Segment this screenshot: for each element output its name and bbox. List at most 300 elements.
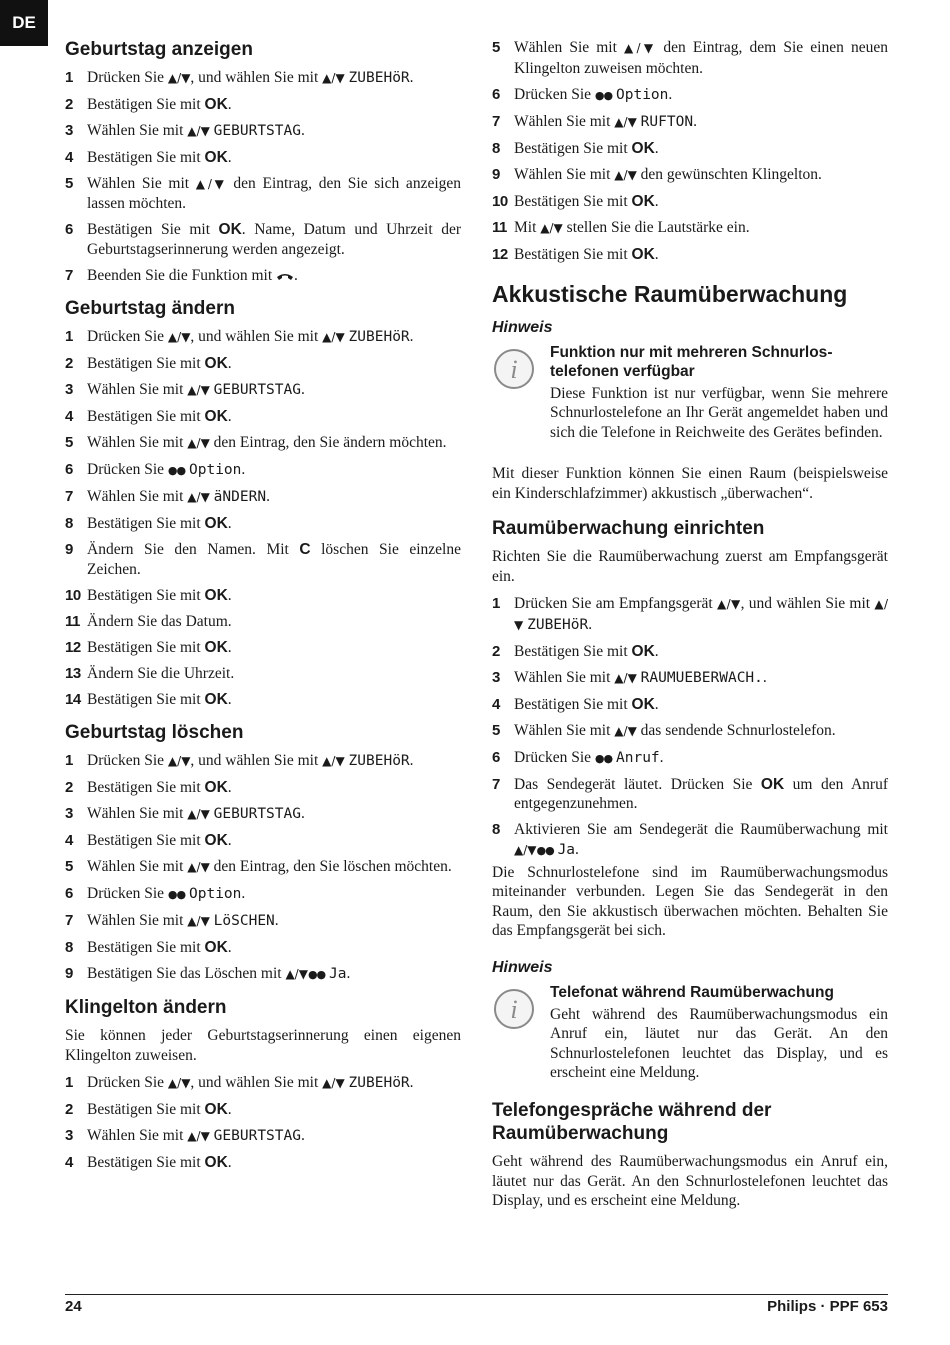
step-text-part: Bestätigen Sie das Löschen mit	[87, 964, 286, 982]
nav-arrows-icon: ▲/▼	[514, 842, 537, 857]
note-mehrere-schnurlostelefone	[492, 343, 888, 443]
step-text-part: .	[409, 328, 414, 345]
step-number: 7	[65, 911, 74, 929]
step-item	[492, 820, 888, 860]
step-text-part: Bestätigen Sie mit	[87, 221, 219, 239]
key-label: OK	[204, 95, 228, 113]
key-label: OK	[204, 408, 228, 425]
step-number: 7	[65, 266, 74, 284]
step-number: 1	[65, 328, 74, 345]
step-item	[65, 354, 461, 374]
step-item	[492, 594, 888, 635]
step-text-part: .	[266, 488, 270, 505]
step-text	[87, 174, 461, 214]
key-label: OK	[204, 831, 228, 849]
step-text-part: Wählen Sie mit	[87, 381, 188, 398]
step-text-part: Bestätigen Sie mit	[87, 148, 205, 166]
step-text	[87, 964, 461, 985]
step-text-part: Wählen Sie mit	[514, 165, 615, 183]
nav-arrows-icon: ▲/▼	[624, 41, 657, 55]
step-text-part: , und wählen Sie mit	[190, 68, 323, 86]
hint-label: Hinweis	[492, 318, 553, 336]
step-text-part: . Name, Datum und Uhrzeit der Geburtstagserinnerung werden angezeigt.	[87, 221, 461, 258]
step-text-part: .	[241, 884, 246, 902]
display-text: LöSCHEN	[213, 912, 275, 929]
step-text-part: .	[274, 911, 279, 929]
step-text-part: Bestätigen Sie mit	[87, 408, 205, 425]
step-item	[492, 38, 888, 78]
step-text	[87, 690, 461, 710]
step-text	[514, 695, 888, 715]
step-item	[492, 748, 888, 769]
step-text-part: .	[654, 245, 659, 263]
step-text-part: .	[227, 148, 232, 166]
step-number: 9	[65, 541, 74, 558]
step-text-part: Drücken Sie	[514, 748, 595, 766]
step-number: 4	[65, 408, 74, 425]
step-text-part: .	[409, 1074, 414, 1091]
nav-arrows-icon: ▲/▼	[614, 167, 637, 182]
step-item	[65, 460, 461, 481]
display-text: ZUBEHöR	[348, 329, 410, 345]
step-text	[87, 1153, 461, 1173]
step-number: 6	[492, 85, 501, 103]
step-text-part: Ändern Sie das Datum.	[87, 612, 232, 630]
step-number: 7	[492, 775, 501, 793]
step-text-part: Wählen Sie mit	[514, 668, 615, 686]
display-text: Option	[616, 86, 669, 103]
step-text	[87, 938, 461, 958]
info-icon	[492, 343, 550, 443]
step-text-part: Bestätigen Sie mit	[87, 778, 205, 796]
step-text	[87, 266, 461, 286]
step-text-part: Bestätigen Sie mit	[87, 1101, 205, 1118]
display-text: ZUBEHöR	[527, 616, 589, 633]
step-text-part: .	[659, 748, 664, 766]
softkey-dots-icon: ●●	[536, 843, 554, 857]
nav-arrows-icon: ▲/▼	[285, 966, 308, 981]
step-text-part: .	[654, 695, 659, 713]
steps-raumueberwachung-einrichten	[492, 594, 888, 860]
step-text-part: Bestätigen Sie mit	[87, 355, 205, 372]
step-item	[492, 695, 888, 715]
step-text	[87, 586, 461, 606]
einrichten-intro: Richten Sie die Raumüberwachung zuerst am Empfangsgerät ein.	[492, 548, 888, 585]
step-item	[492, 775, 888, 814]
step-text	[87, 514, 461, 534]
step-text	[87, 148, 461, 168]
heading-geburtstag-loeschen: Geburtstag löschen	[65, 722, 244, 743]
key-label: C	[299, 541, 311, 558]
step-text-part: Wählen Sie mit	[87, 174, 196, 192]
nav-arrows-icon: ▲/▼	[167, 70, 191, 85]
nav-arrows-icon: ▲/▼	[167, 753, 191, 768]
step-text-part: Wählen Sie mit	[87, 911, 188, 929]
klingelton-intro: Sie können jeder Geburtstagserinnerung einen eigenen Klingelton zuweisen.	[65, 1027, 461, 1064]
step-text-part: den Eintrag, dem Sie einen neuen Klingelton zuweisen möchten.	[514, 39, 888, 77]
step-text	[514, 139, 888, 159]
step-item	[65, 964, 461, 985]
step-text-part: Drücken Sie	[87, 68, 168, 86]
step-text-part: , und wählen Sie mit	[190, 751, 323, 769]
step-text-part: Aktivieren Sie am Sendegerät die Raumüberwachung mit	[514, 821, 888, 838]
step-text-part: Wählen Sie mit	[514, 39, 625, 56]
key-label: OK	[204, 638, 228, 656]
nav-arrows-icon: ▲/▼	[187, 1129, 210, 1143]
nav-arrows-icon: ▲/▼	[322, 70, 345, 85]
step-text-part: den Eintrag, den Sie löschen möchten.	[209, 857, 452, 875]
step-number: 12	[492, 245, 508, 263]
step-text-part: .	[654, 192, 659, 210]
key-label: OK	[631, 695, 655, 713]
nav-arrows-icon: ▲/▼	[614, 670, 637, 685]
step-text-part: .	[300, 804, 305, 822]
step-number: 5	[65, 174, 74, 192]
key-label: OK	[760, 775, 785, 793]
step-text-part: Bestätigen Sie mit	[87, 831, 205, 849]
note-title: Funktion nur mit mehreren Schnurlostelefonen verfügbar	[550, 343, 833, 380]
step-text	[514, 112, 888, 133]
left-column	[65, 38, 461, 1179]
step-text	[514, 594, 888, 635]
step-text	[514, 38, 888, 78]
step-number: 6	[65, 221, 74, 239]
step-item	[65, 778, 461, 798]
step-text-part: .	[300, 121, 305, 139]
key-label: OK	[631, 642, 655, 660]
step-text	[87, 407, 461, 427]
heading-geburtstag-aendern: Geburtstag ändern	[65, 298, 235, 320]
nav-arrows-icon: ▲/▼	[540, 220, 563, 235]
step-number: 5	[65, 434, 74, 451]
heading-geburtstag-anzeigen: Geburtstag anzeigen	[65, 39, 253, 60]
step-text-part: .	[668, 85, 673, 103]
step-number: 2	[65, 778, 74, 796]
nav-arrows-icon: ▲/▼	[187, 123, 210, 138]
step-text-part: , und wählen Sie mit	[190, 328, 323, 345]
step-number: 8	[65, 515, 74, 532]
note-text: Geht während des Raumüberwachungsmodus ein Anruf ein, läutet nur das Gerät. An den Schnurlostelefonen leuchtet das Display, und es erscheint eine Meldung.	[550, 1005, 888, 1081]
key-label: OK	[631, 192, 655, 210]
note-telefonat-waehrend-raumueberwachung	[492, 983, 888, 1083]
key-label: OK	[204, 778, 228, 796]
step-text-part: Mit	[514, 218, 541, 236]
display-text: Anruf	[616, 749, 660, 766]
nav-arrows-icon: ▲/▼	[187, 436, 210, 450]
steps-klingelton-aendern	[65, 1073, 461, 1173]
step-text-part: .	[409, 68, 414, 86]
step-number: 1	[65, 751, 74, 769]
step-text	[87, 327, 461, 348]
step-text-part: .	[227, 408, 232, 425]
softkey-dots-icon: ●●	[167, 464, 186, 477]
svg-text:i: i	[510, 994, 518, 1024]
step-item	[492, 192, 888, 212]
nav-arrows-icon: ▲/▼	[187, 806, 210, 821]
display-text: ZUBEHöR	[348, 69, 410, 86]
step-text-part: Wählen Sie mit	[87, 434, 188, 451]
step-item	[492, 165, 888, 186]
step-item	[65, 327, 461, 348]
step-text-part: den Eintrag, den Sie sich anzeigen lassen möchten.	[87, 174, 462, 213]
step-text-part: .	[654, 139, 659, 157]
step-text-part: Wählen Sie mit	[514, 721, 615, 739]
step-text-part: Beenden Sie die Funktion mit	[87, 266, 276, 284]
key-label: OK	[204, 938, 228, 956]
key-label: OK	[204, 586, 228, 604]
step-text-part: Bestätigen Sie mit	[87, 638, 205, 656]
footer-rule	[65, 1294, 888, 1295]
step-text	[87, 540, 461, 579]
step-text-part: .	[241, 461, 246, 478]
step-text-part: Bestätigen Sie mit	[87, 690, 205, 708]
step-item	[65, 911, 461, 932]
softkey-dots-icon: ●●	[167, 887, 186, 901]
step-number: 5	[492, 721, 501, 739]
product-name: Philips · PPF 653	[767, 1298, 888, 1315]
step-text-part: um den Anruf entgegenzunehmen.	[514, 775, 889, 812]
nav-arrows-icon: ▲/▼	[187, 859, 210, 874]
step-item	[65, 857, 461, 878]
key-label: OK	[204, 1154, 228, 1171]
step-text-part: .	[654, 642, 659, 660]
step-number: 6	[65, 884, 74, 902]
hangup-icon	[276, 267, 294, 284]
softkey-dots-icon: ●●	[594, 88, 613, 102]
step-item	[492, 85, 888, 106]
display-text: Ja	[557, 841, 576, 858]
nav-arrows-icon: ▲/▼	[195, 176, 227, 191]
step-item	[65, 751, 461, 772]
step-number: 5	[65, 857, 74, 875]
step-text	[514, 775, 888, 814]
heading-raumueberwachung-einrichten: Raumüberwachung einrichten	[492, 518, 765, 540]
nav-arrows-icon: ▲/▼	[514, 597, 888, 632]
step-text-part: .	[588, 615, 593, 633]
step-number: 3	[65, 804, 74, 822]
step-text-part: Bestätigen Sie mit	[87, 95, 205, 113]
step-text	[87, 95, 461, 115]
step-item	[65, 690, 461, 710]
step-item	[65, 95, 461, 115]
step-item	[492, 218, 888, 239]
step-text	[514, 165, 888, 186]
key-label: OK	[204, 690, 228, 708]
step-text-part: Drücken Sie	[87, 751, 168, 769]
telefongespraeche-text: Geht während des Raumüberwachungsmodus ein Anruf ein, läutet nur das Gerät. An den Schnurlostelefonen leuchtet das Display, und es erscheint eine Meldung.	[492, 1153, 888, 1209]
step-number: 2	[65, 355, 74, 372]
step-text	[87, 612, 461, 632]
step-text	[87, 1126, 461, 1147]
step-item	[492, 245, 888, 265]
step-item	[492, 139, 888, 159]
step-text	[87, 638, 461, 658]
step-number: 2	[65, 1101, 74, 1118]
step-text	[87, 354, 461, 374]
step-number: 4	[65, 831, 74, 849]
step-item	[65, 540, 461, 579]
key-label: OK	[204, 355, 228, 372]
step-item	[65, 266, 461, 286]
step-text-part: Bestätigen Sie mit	[514, 192, 632, 210]
note-text: Diese Funktion ist nur verfügbar, wenn Sie mehrere Schnurlostelefone an Ihr Gerät angemeldet haben und sich die Telefone in Reichweite des Gerätes befinden.	[550, 384, 888, 441]
step-number: 8	[492, 139, 501, 157]
step-number: 9	[492, 165, 501, 183]
display-text: äNDERN	[213, 489, 267, 505]
step-text	[87, 804, 461, 825]
step-text-part: den Eintrag, den Sie ändern möchten.	[209, 434, 447, 451]
step-text	[514, 192, 888, 212]
step-text-part: .	[227, 586, 232, 604]
step-number: 1	[65, 1074, 74, 1091]
step-text-part: .	[227, 1154, 232, 1171]
step-text-part: Bestätigen Sie mit	[87, 1154, 205, 1171]
step-number: 2	[492, 642, 501, 660]
raumueberwachung-intro: Mit dieser Funktion können Sie einen Raum (beispielsweise ein Kinderschlafzimmer) akkustisch „überwachen“.	[492, 465, 888, 502]
step-text-part: , und wählen Sie mit	[190, 1074, 323, 1091]
nav-arrows-icon: ▲/▼	[322, 330, 345, 344]
step-text-part: .	[227, 778, 232, 796]
step-text-part: .	[227, 515, 232, 532]
key-label: OK	[204, 1101, 228, 1118]
step-text	[87, 778, 461, 798]
step-item	[65, 1100, 461, 1120]
key-label: OK	[631, 139, 655, 157]
nav-arrows-icon: ▲/▼	[167, 330, 191, 344]
step-text	[87, 884, 461, 905]
key-label: OK	[631, 245, 655, 263]
step-text-part: Ändern Sie den Namen. Mit	[87, 541, 300, 558]
step-item	[65, 148, 461, 168]
step-text-part: löschen Sie einzelne Zeichen.	[87, 541, 461, 578]
step-number: 9	[65, 964, 74, 982]
steps-geburtstag-anzeigen	[65, 68, 461, 286]
step-text	[87, 220, 461, 259]
step-text	[87, 460, 461, 481]
heading-akkustische-raumueberwachung: Akkustische Raumüberwachung	[492, 281, 848, 307]
step-text-part: Drücken Sie am Empfangsgerät	[514, 595, 717, 612]
step-text	[514, 748, 888, 769]
step-text	[514, 668, 888, 689]
step-item	[65, 407, 461, 427]
step-text-part: .	[693, 112, 697, 130]
step-text-part: Bestätigen Sie mit	[87, 586, 205, 604]
step-number: 10	[65, 586, 81, 604]
step-item	[65, 1073, 461, 1094]
nav-arrows-icon: ▲/▼	[614, 114, 637, 129]
step-text	[87, 664, 461, 684]
display-text: GEBURTSTAG	[213, 805, 301, 822]
display-text: ZUBEHöR	[348, 752, 410, 769]
step-text-part: .	[227, 638, 232, 656]
step-text-part: Bestätigen Sie mit	[514, 245, 632, 263]
einrichten-outro: Die Schnurlostelefone sind im Raumüberwachungsmodus miteinander verbunden. Legen Sie das Sendegerät in den Raum, den Sie akkustisch überwachen möchten. Behalten Sie das Empfangsgerät bei sich.	[492, 863, 888, 939]
step-item	[65, 174, 461, 214]
nav-arrows-icon: ▲/▼	[167, 1076, 191, 1090]
step-text	[87, 857, 461, 878]
step-text	[514, 642, 888, 662]
step-text-part: Ändern Sie die Uhrzeit.	[87, 664, 235, 682]
heading-klingelton-aendern: Klingelton ändern	[65, 997, 227, 1019]
steps-klingelton-continued	[492, 38, 888, 264]
step-text	[87, 1100, 461, 1120]
step-item	[65, 938, 461, 958]
step-text-part: , und wählen Sie mit	[740, 595, 875, 612]
step-text-part: Drücken Sie	[87, 884, 168, 902]
page-number: 24	[65, 1298, 82, 1315]
step-text	[87, 751, 461, 772]
step-text-part: den gewünschten Klingelton.	[636, 165, 822, 183]
step-number: 4	[492, 695, 501, 713]
step-number: 6	[65, 461, 74, 478]
hint-label-2: Hinweis	[492, 958, 553, 976]
step-item	[65, 804, 461, 825]
step-text	[514, 820, 888, 860]
step-item	[65, 884, 461, 905]
step-text-part: .	[227, 1101, 232, 1118]
step-text-part: Wählen Sie mit	[514, 112, 615, 130]
step-number: 1	[65, 68, 74, 86]
steps-geburtstag-aendern	[65, 327, 461, 709]
step-item	[492, 112, 888, 133]
step-text-part: Bestätigen Sie mit	[514, 695, 632, 713]
step-text-part: Bestätigen Sie mit	[87, 515, 205, 532]
display-text: GEBURTSTAG	[213, 382, 301, 398]
step-text-part: .	[227, 831, 232, 849]
step-text-part: Wählen Sie mit	[87, 857, 188, 875]
note-title: Telefonat während Raumüberwachung	[550, 983, 834, 1001]
step-item	[65, 487, 461, 508]
display-text: Option	[189, 462, 242, 478]
display-text: RAUMUEBERWACH.	[640, 669, 763, 686]
step-text	[87, 68, 461, 89]
step-text	[87, 831, 461, 851]
step-text-part: .	[575, 840, 579, 858]
step-number: 13	[65, 664, 81, 682]
info-icon	[492, 983, 550, 1083]
step-number: 3	[65, 1127, 74, 1144]
step-text	[87, 487, 461, 508]
key-label: OK	[218, 221, 242, 239]
step-item	[65, 831, 461, 851]
nav-arrows-icon: ▲/▼	[322, 753, 345, 768]
step-number: 1	[492, 595, 501, 612]
softkey-dots-icon: ●●	[594, 751, 613, 765]
display-text: Ja	[329, 965, 347, 982]
step-text-part: .	[300, 381, 305, 398]
softkey-dots-icon: ●●	[307, 967, 326, 981]
step-text	[87, 121, 461, 142]
step-text-part: .	[227, 690, 232, 708]
step-text-part: .	[762, 668, 767, 686]
step-text-part: Wählen Sie mit	[87, 121, 188, 139]
step-text-part: .	[409, 751, 414, 769]
step-text	[87, 1073, 461, 1094]
nav-arrows-icon: ▲/▼	[187, 490, 210, 504]
step-text-part: .	[294, 266, 298, 284]
step-text-part: Wählen Sie mit	[87, 1127, 188, 1144]
step-item	[65, 1153, 461, 1173]
step-item	[65, 612, 461, 632]
language-tab: DE	[0, 0, 48, 46]
step-text	[514, 218, 888, 239]
step-number: 4	[65, 148, 74, 166]
step-item	[65, 68, 461, 89]
key-label: OK	[204, 515, 228, 532]
display-text: GEBURTSTAG	[213, 1128, 301, 1144]
step-text-part: Das Sendegerät läutet. Drücken Sie	[514, 775, 761, 793]
step-item	[65, 1126, 461, 1147]
